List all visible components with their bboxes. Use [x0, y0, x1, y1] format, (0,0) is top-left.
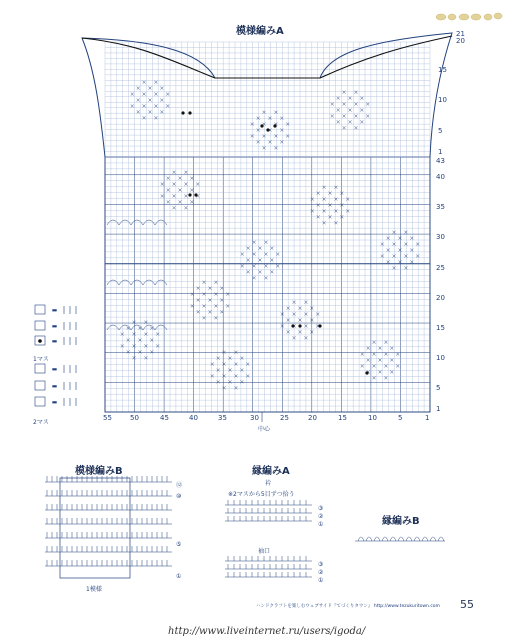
axis-number: 55	[103, 414, 112, 422]
source-url[interactable]: http://www.liveinternet.ru/users/igoda/	[168, 626, 366, 637]
edge-b-diagram	[355, 537, 445, 541]
axis-number: 15	[438, 66, 447, 74]
axis-number: 30	[436, 233, 445, 241]
edge-b-title: 縁編みB	[382, 516, 420, 527]
svg-text:=: =	[52, 307, 58, 314]
axis-number: 30	[250, 414, 259, 422]
axis-number: 10	[368, 414, 377, 422]
edge-a-sleeve-label: 袖口	[258, 548, 271, 555]
left-mask	[80, 25, 105, 157]
axis-number: 45	[160, 414, 169, 422]
pattern-b-repeat-label: 1模様	[86, 586, 102, 593]
axis-number: 21	[456, 30, 465, 38]
edge-a-neck-label: 衿	[265, 480, 272, 487]
page-number: 55	[460, 598, 474, 611]
axis-number: 1	[438, 148, 443, 156]
axis-number: 15	[436, 324, 445, 332]
pattern-b-title: 模様編みB	[75, 466, 123, 477]
edge-a-title: 縁編みA	[252, 466, 290, 477]
pattern-b-repeat-box	[60, 478, 130, 578]
neck-row-3: ③	[318, 505, 324, 512]
legend-two-stitch-label: 2マス	[33, 419, 49, 426]
axis-number: 25	[436, 264, 445, 272]
pattern-b-row-12: ⑫	[176, 482, 183, 489]
axis-number: 20	[456, 37, 465, 45]
axis-number: 1	[425, 414, 430, 422]
yoke-grid	[105, 42, 430, 157]
pattern-b-diagram	[45, 476, 172, 566]
svg-text:=: =	[52, 383, 58, 390]
axis-number: 43	[436, 157, 445, 165]
axis-number: 35	[218, 414, 227, 422]
svg-text:=: =	[52, 338, 58, 345]
axis-number: 35	[436, 203, 445, 211]
axis-number: 25	[280, 414, 289, 422]
sleeve-row-3: ③	[318, 561, 324, 568]
sleeve-row-2: ②	[318, 569, 324, 576]
footer-credit: ハンドクラフトを楽しむウェブサイド『てづくりタウン』 http://www.tezukuritown.com	[256, 604, 440, 609]
pattern-b-row-1: ①	[176, 573, 182, 580]
svg-text:=: =	[52, 323, 58, 330]
pattern-b-row-10: ⑩	[176, 493, 182, 500]
pattern-b-row-5: ⑤	[176, 541, 182, 548]
svg-text:=: =	[52, 366, 58, 373]
axis-number: 5	[398, 414, 403, 422]
yoke-outline	[82, 33, 452, 157]
edge-a-diagram	[225, 500, 312, 577]
axis-number: 10	[436, 354, 445, 362]
axis-number: 5	[438, 127, 443, 135]
axis-number: 20	[308, 414, 317, 422]
axis-number: 10	[438, 96, 447, 104]
stitch-motifs	[121, 81, 419, 390]
axis-number: 20	[436, 294, 445, 302]
body-border	[105, 157, 430, 412]
axis-number: 5	[436, 384, 441, 392]
legend-one-stitch-label: 1マス	[33, 356, 49, 363]
dot-marks	[181, 111, 368, 374]
axis-number: 50	[130, 414, 139, 422]
axis-number: 1	[436, 405, 441, 413]
pattern-a-title: 模様編みA	[236, 26, 284, 37]
sleeve-row-1: ①	[318, 577, 324, 584]
axis-number: 15	[338, 414, 347, 422]
neck-row-2: ②	[318, 513, 324, 520]
edge-a-neck-note: ※2マスから5目ずつ拾う	[228, 491, 295, 498]
body-grid	[105, 157, 430, 412]
neck-row-1: ①	[318, 521, 324, 528]
center-label: 中心	[258, 426, 271, 433]
fan-arcs	[107, 220, 167, 330]
axis-number: 40	[189, 414, 198, 422]
svg-text:=: =	[52, 399, 58, 406]
axis-number: 40	[436, 173, 445, 181]
legend-dot	[38, 339, 42, 343]
